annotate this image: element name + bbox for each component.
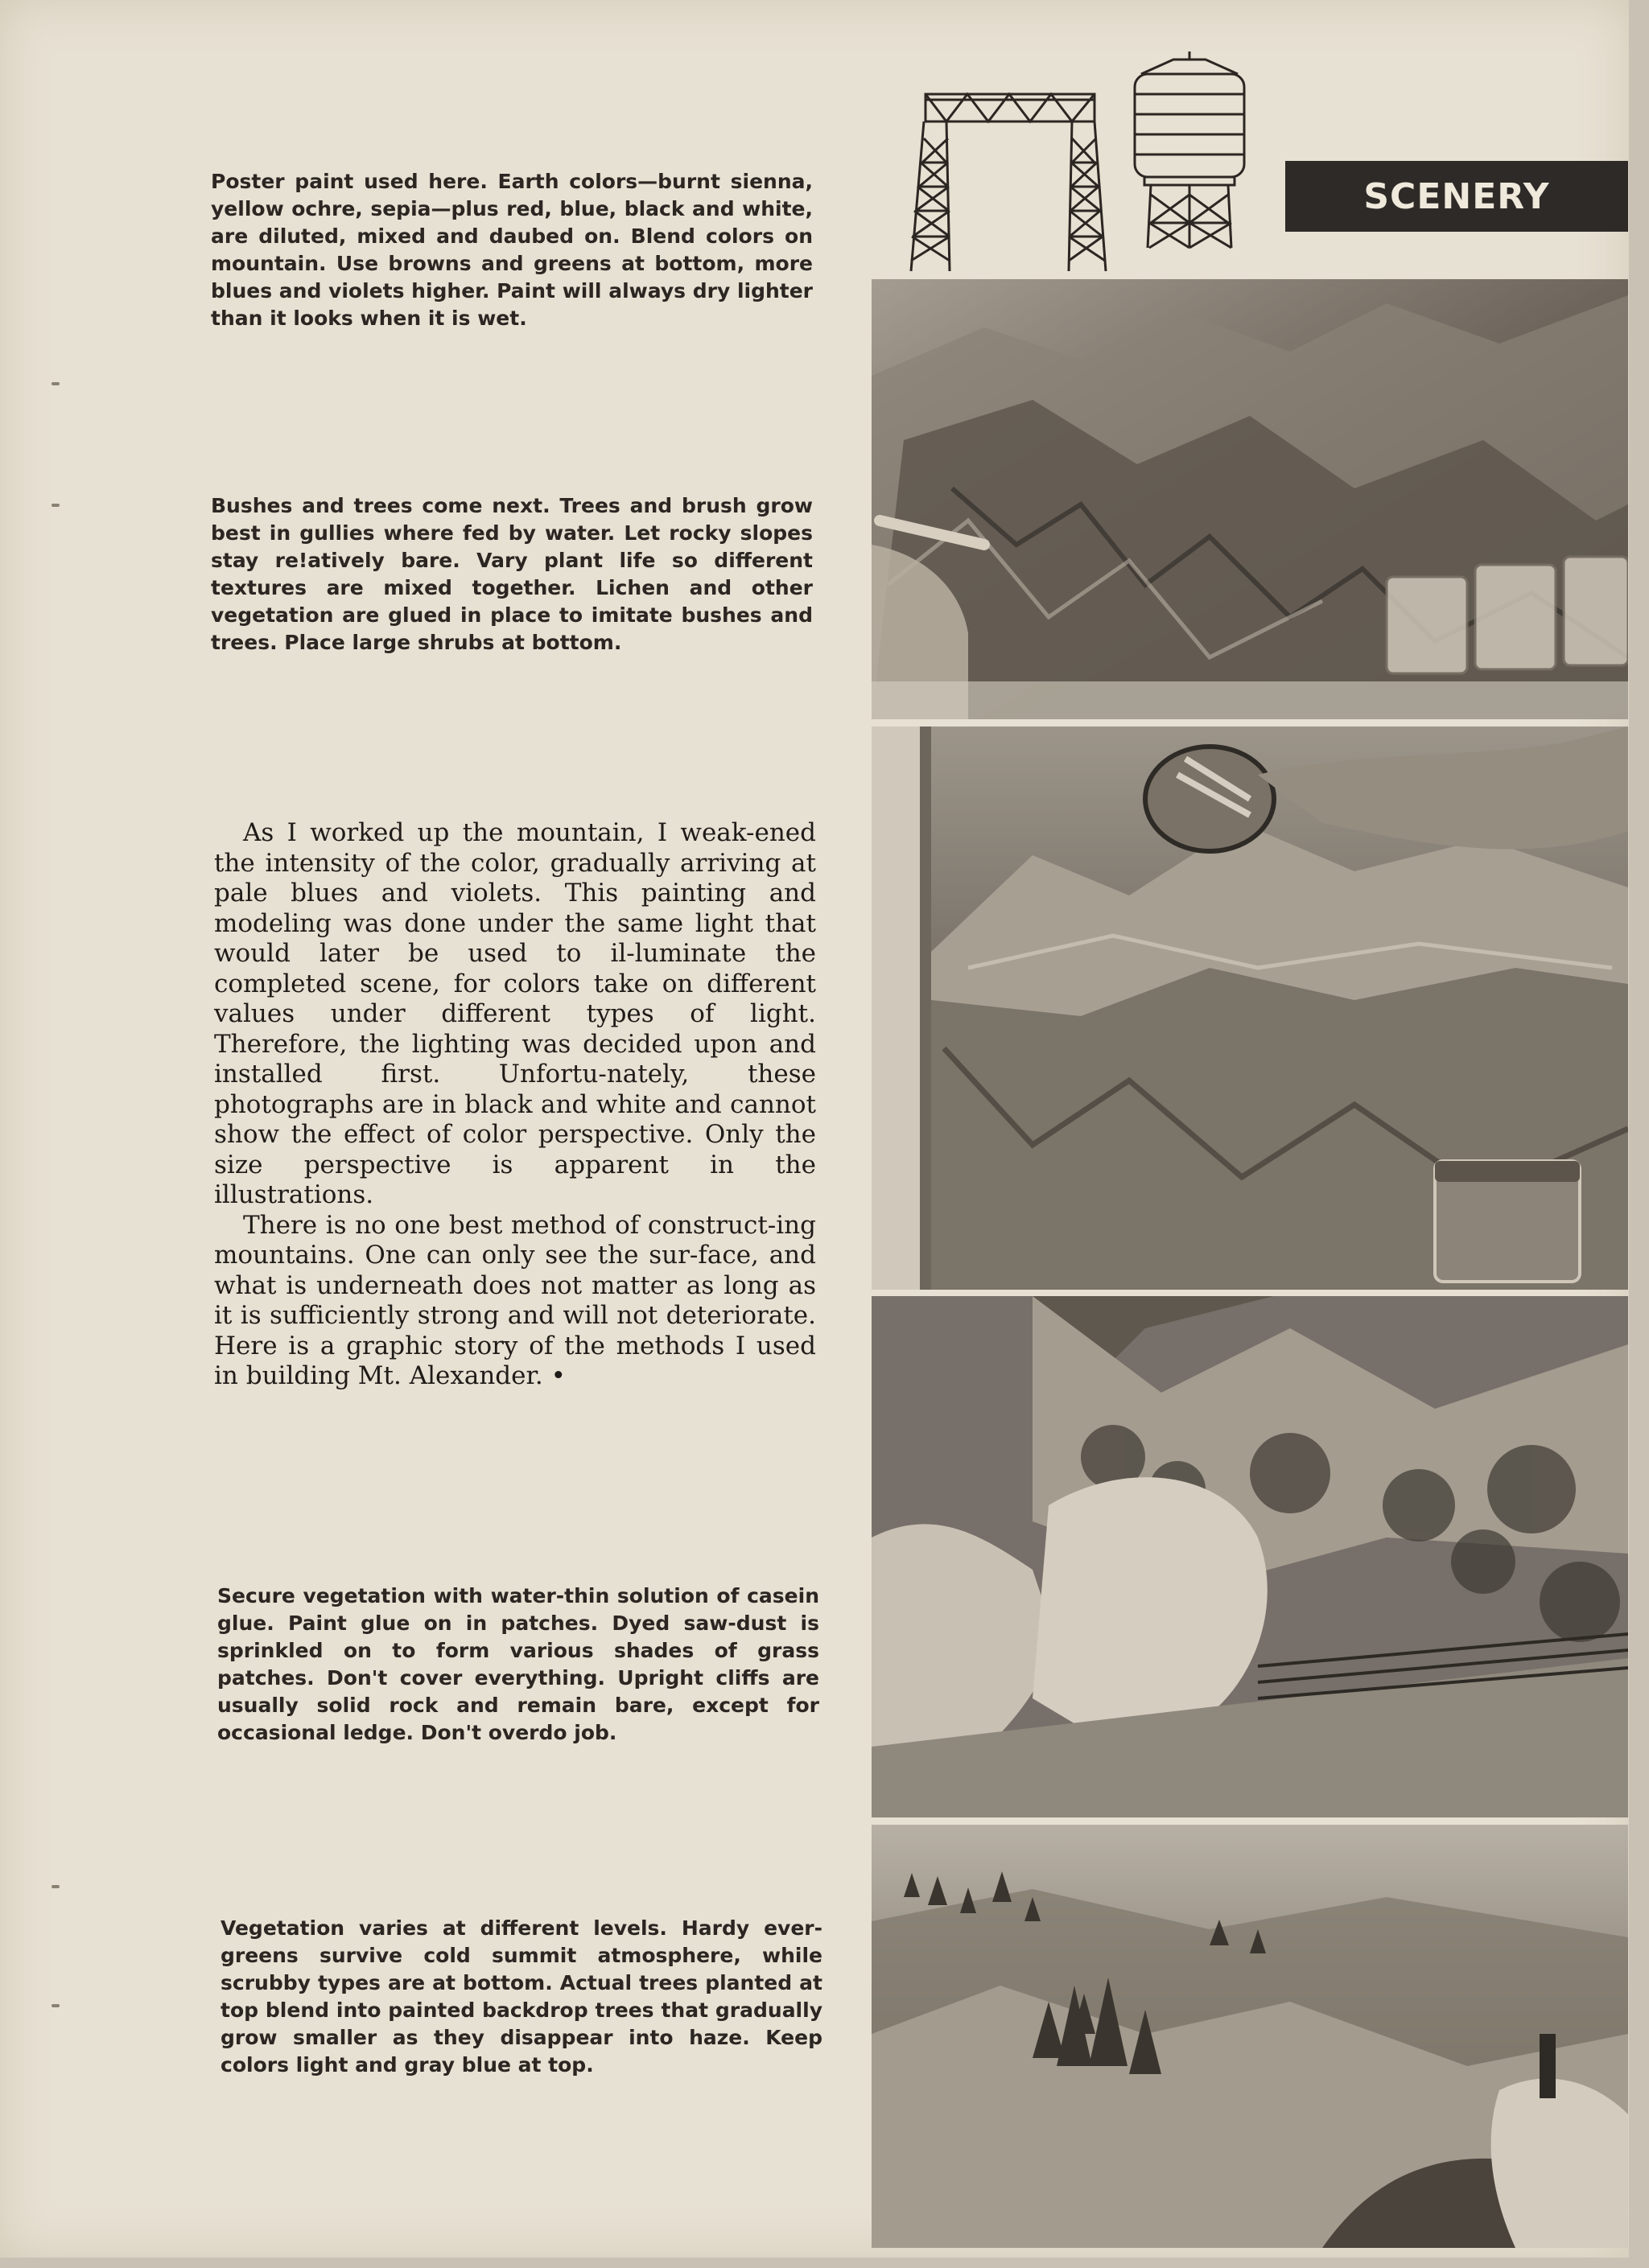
section-header-label: SCENERY: [1363, 175, 1550, 217]
article-body: [214, 818, 816, 1392]
binding-hole: [52, 504, 60, 507]
caption-vegetation-levels: Vegetation varies at different levels. Hardy ever-greens survive cold summit atmosphere, while scrubby types are at bottom. Actual trees planted at top blend into painted backdrop trees that gradually grow smaller as they disappear into haze. Keep colors light and gray blue at top.: [221, 1916, 822, 2077]
caption-secure-vegetation: Secure vegetation with water-thin solution of casein glue. Paint glue on in patches. Dyed saw-dust is sprinkled on to form various shades of grass patches. Don't cover everything. Upright cliffs are usually solid rock and remain bare, except for occasional ledge. Don't overdo job.: [217, 1584, 819, 1744]
photo-securing-vegetation: [872, 1296, 1628, 1817]
section-header: [1285, 161, 1628, 232]
body-paragraph: There is no one best method of construct-ing mountains. One can only see the sur-face, and what is underneath does not matter as long as it is sufficiently strong and will not deteriorate. Here is a graphic story of the methods I used in building Mt. Alexander. •: [214, 1210, 816, 1390]
caption-bushes-trees: Bushes and trees come next. Trees and brush grow best in gullies where fed by water. Let rocky slopes stay re!atively bare. Vary plant life so different textures are mixed together. Lichen and other vegetation are glued in place to imitate bushes and trees. Place large shrubs at bottom.: [211, 494, 813, 654]
binding-hole: [52, 382, 60, 385]
photo-tree-levels: [872, 1825, 1628, 2248]
photo-painting-mountain: [872, 279, 1628, 719]
binding-hole: [52, 1885, 60, 1888]
caption-poster-paint: Poster paint used here. Earth colors—burnt sienna, yellow ochre, sepia—plus red, blue, black and white, are diluted, mixed and daubed on. Blend colors on mountain. Use browns and greens at bottom, more blues and violets higher. Paint will always dry lighter than it looks when it is wet.: [211, 170, 814, 330]
body-paragraph: As I worked up the mountain, I weak-ened the intensity of the color, gradually arriving at pale blues and violets. This painting and modeling was done under the same light that would later be used to il-luminate the completed scene, for colors take on different values under different types of light. Therefore, the lighting was decided upon and installed first. Unfortu-nately, these photographs are in black and white and cannot show the effect of color perspective. Only the size perspective is apparent in the illustrations.: [214, 818, 816, 1209]
trestle-water-tower-illustration: [900, 50, 1270, 283]
binding-hole: [52, 2004, 60, 2007]
photo-applying-texture: [872, 727, 1628, 1290]
